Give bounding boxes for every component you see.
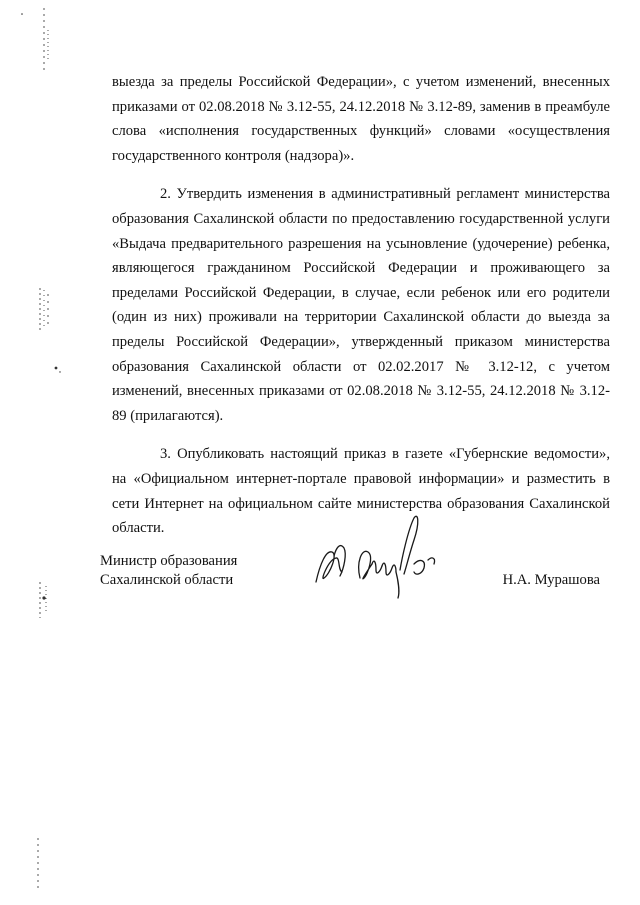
paragraph-item-3: 3. Опубликовать настоящий приказ в газете «Губернские ведомости», на «Официальном интернет-портале правовой информации» и разместить в сети Интернет на официальном сайте министерства образования Сахалинской области. <box>112 446 610 537</box>
signatory-position <box>100 552 237 590</box>
position-line-1: Министр образования <box>100 553 238 569</box>
handwritten-signature <box>310 512 450 600</box>
paragraph-continuation: выезда за пределы Российской Федерации», с учетом изменений, внесенных приказами от 02.08.2018 № 3.12-55, 24.12.2018 № 3.12-89, заменив в преамбуле слова «исполнения государственных функций» словами «осуществления государственного контроля (надзора)». <box>112 74 610 164</box>
position-line-2: Сахалинской области <box>100 572 234 588</box>
scan-edge-marks <box>0 0 80 905</box>
signer-name: Н.А. Мурашова <box>502 572 600 588</box>
paragraph-item-2: 2. Утвердить изменения в административный регламент министерства образования Сахалинской области по предоставлению государственной услуги «Выдача предварительного разрешения на усыновление (удочерение) ребенка, являющегося гражданином Российской Федерации и проживающего за пределами Российской Федерации, в случае, если ребенок или его родители (один из них) проживали на территории Сахалинской области до выезда за пределы Российской Федерации», утвержденный приказом министерства образования Сахалинской области от 02.02.2017 № 3.12-12, с учетом изменений, внесенных приказами от 02.08.2018 № 3.12-55, 24.12.2018 № 3.12-89 (прилагаются). <box>112 186 610 424</box>
document-body <box>112 70 610 555</box>
